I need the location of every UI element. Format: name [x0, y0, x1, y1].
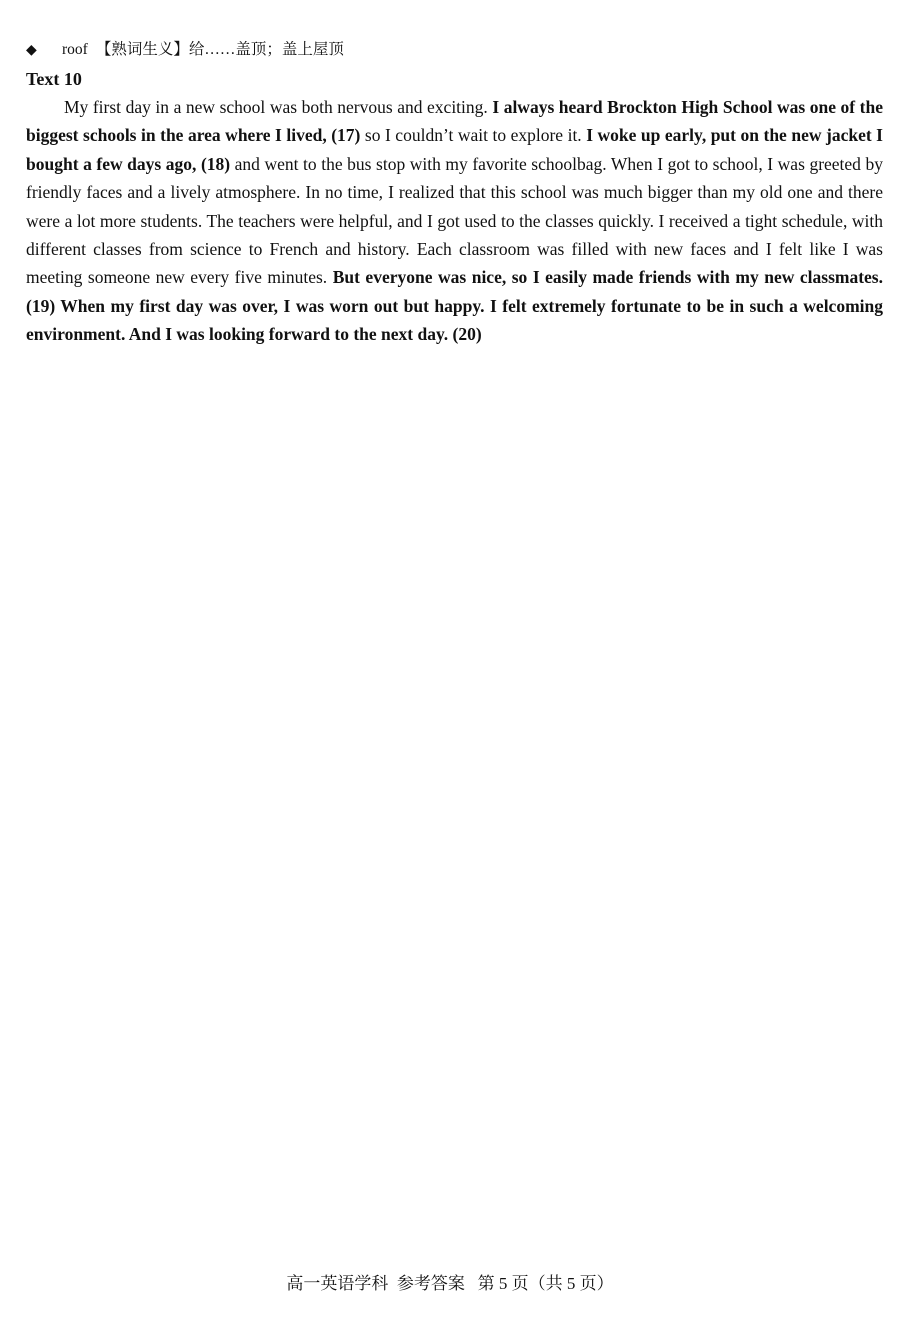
diamond-bullet-icon: ◆ [26, 43, 37, 58]
vocab-entry [26, 38, 344, 63]
vocab-word: roof [62, 41, 88, 58]
page-footer: 高一英语学科 参考答案 第 5 页（共 5 页） [286, 1274, 614, 1293]
passage-segment: so I couldn’t wait to explore it. [360, 125, 587, 146]
passage-segment: My first day in a new school was both nervous and exciting. [64, 97, 493, 117]
vocab-note: 【熟词生义】给……盖顶；盖上屋顶 [95, 41, 344, 58]
section-title: Text 10 [26, 69, 82, 89]
passage-bold-segment: But everyone was nice, so I easily made friends with my new classmates. (19) When my first day was over, I was worn out but happy. I felt extremely fortunate to be in such a welcoming environment. And I was looking forward to the next day. (20) [26, 267, 883, 345]
passage-segment: and went to the bus stop with my favorite schoolbag. When I got to school, I was greeted by friendly faces and a lively atmosphere. In no time, I realized that this school was much bigger than my old one and there were a lot more students. The teachers were helpful, and I got used to the classes quickly. I received a tight schedule, with different classes from science to French and history. Each classroom was filled with new faces and I felt like I was meeting someone new every five minutes. [26, 153, 883, 288]
passage-bold-segment: I woke up early, put on the new jacket I bought a few days ago, (18) [26, 125, 883, 174]
passage-bold-segment: I always heard Brockton High School was one of the biggest schools in the area where I lived, (17) [26, 97, 883, 146]
passage-paragraph [26, 93, 883, 349]
